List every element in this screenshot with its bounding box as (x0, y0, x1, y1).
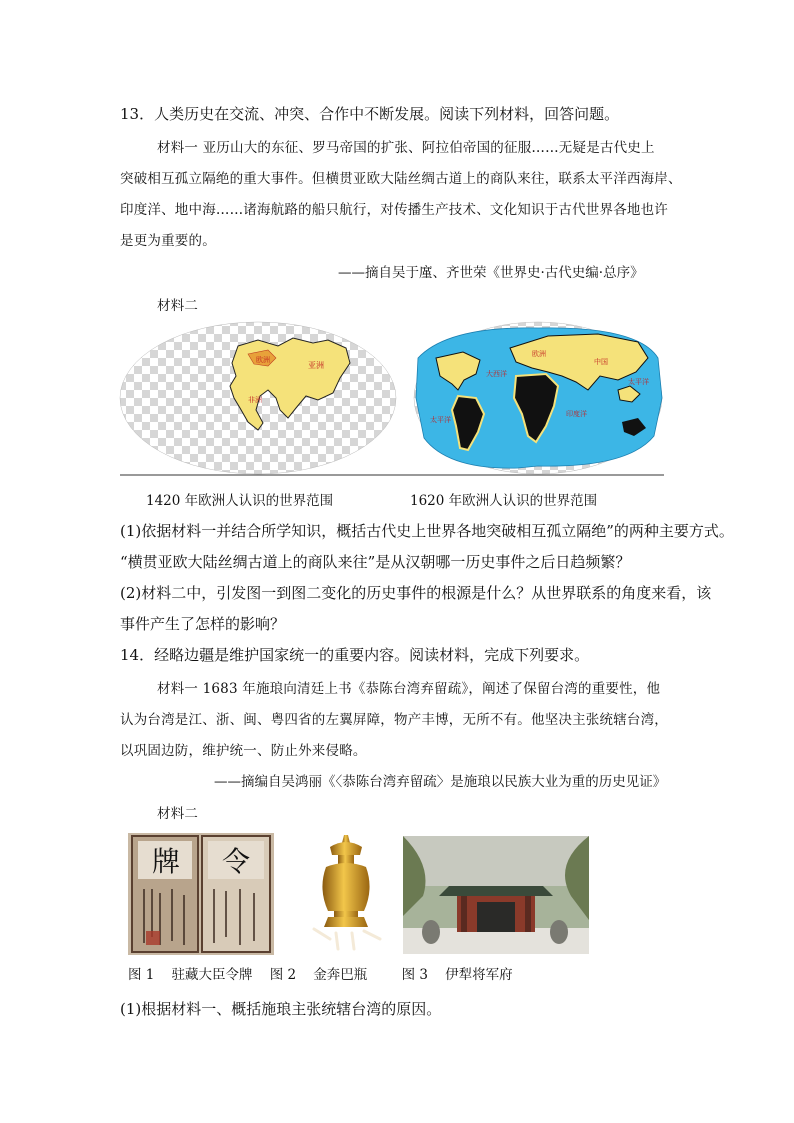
fig1-char-ling: 令 (221, 845, 251, 878)
world-maps-figure (118, 318, 666, 478)
fig3-yili-mansion-image (403, 836, 589, 954)
map-1420 (120, 322, 396, 474)
q14-title: 14．经略边疆是维护国家统一的重要内容。阅读材料，完成下列要求。 (120, 646, 590, 664)
q13-sub1-line1: (1)依据材料一并结合所学知识，概括古代史上世界各地突破相互孤立隔绝”的两种主要方式。 (120, 522, 734, 540)
q14-source1: ——摘编自吴鸿丽《〈恭陈台湾弃留疏〉是施琅以民族大业为重的历史见证》 (214, 774, 667, 790)
q14-material1-line2: 认为台湾是江、浙、闽、粤四省的左翼屏障，物产丰博，无所不有。他坚决主张统辖台湾， (120, 712, 668, 728)
q13-material1-line1: 材料一 亚历山大的东征、罗马帝国的扩张、阿拉伯帝国的征服……无疑是古代史上 (157, 140, 655, 156)
q14-material2-label: 材料二 (157, 806, 199, 822)
map-1420-label-europe: 欧洲 (256, 356, 270, 364)
q13-source1: ——摘自吴于廑、齐世荣《世界史·古代史编·总序》 (338, 265, 644, 281)
q13-material1-line4: 是更为重要的。 (120, 233, 216, 249)
map-1420-label-africa: 非洲 (248, 396, 262, 404)
fig1-char-pai: 牌 (151, 845, 181, 878)
q13-sub1-line2: “横贯亚欧大陆丝绸古道上的商队来往”是从汉朝哪一历史事件之后日趋频繁？ (120, 553, 631, 571)
map-1420-label-asia: 亚洲 (308, 361, 324, 370)
q14-sub1: (1)根据材料一、概括施琅主张统辖台湾的原因。 (120, 1000, 442, 1018)
q13-material1-line3: 印度洋、地中海……诸海航路的船只航行，对传播生产技术、文化知识于古代世界各地也许 (120, 202, 668, 218)
map2-caption: 1620 年欧洲人认识的世界范围 (410, 493, 598, 509)
map-1620 (414, 322, 662, 474)
map-1620-label-europe: 欧洲 (532, 350, 546, 358)
map-1620-label-china: 中国 (594, 358, 608, 366)
q14-material1-line3: 以巩固边防，维护统一、防止外来侵略。 (120, 743, 367, 759)
map-1620-label-indian: 印度洋 (566, 410, 587, 418)
q13-title: 13．人类历史在交流、冲突、合作中不断发展。阅读下列材料，回答问题。 (120, 105, 620, 123)
map-1620-label-atlantic: 大西洋 (486, 370, 507, 378)
q13-sub2-line1: (2)材料二中，引发图一到图二变化的历史事件的根源是什么？从世界联系的角度来看，该 (120, 584, 712, 602)
map-1620-label-pacific-east: 太平洋 (430, 416, 451, 424)
fig2-golden-urn-image (300, 833, 392, 955)
q13-sub2-line2: 事件产生了怎样的影响？ (120, 615, 286, 633)
q14-figure-captions: 图 1 驻藏大臣令牌 图 2 金奔巴瓶 图 3 伊犁将军府 (128, 967, 513, 983)
q13-material2-label: 材料二 (157, 298, 199, 314)
q13-material1-line2: 突破相互孤立隔绝的重大事件。但横贯亚欧大陆丝绸古道上的商队来往，联系太平洋西海岸、 (120, 171, 682, 187)
map1-caption: 1420 年欧洲人认识的世界范围 (146, 493, 334, 509)
fig1-token-image (128, 833, 274, 955)
q14-material1-line1: 材料一 1683 年施琅向清廷上书《恭陈台湾弃留疏》，阐述了保留台湾的重要性，他 (157, 681, 661, 697)
map-1620-label-pacific-west: 太平洋 (628, 378, 649, 386)
